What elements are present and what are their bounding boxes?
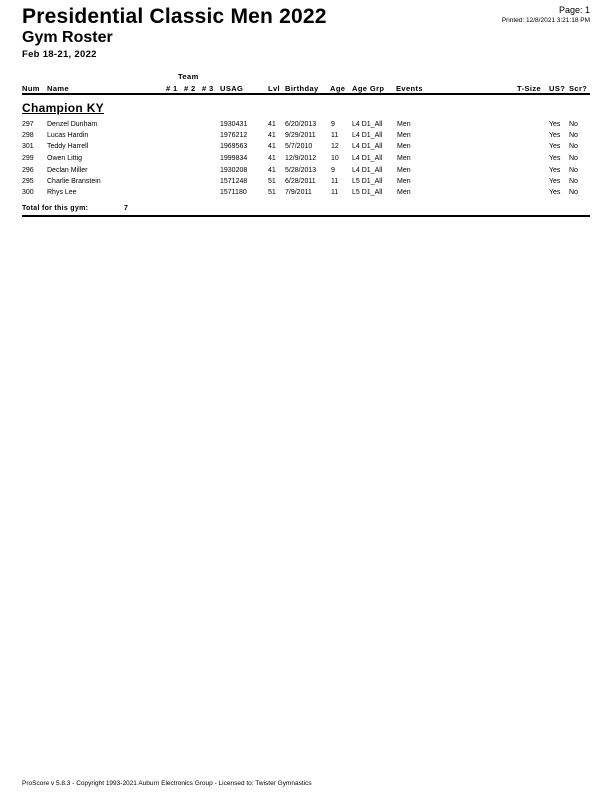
athlete-us: Yes bbox=[549, 132, 561, 139]
athlete-level: 51 bbox=[268, 189, 276, 196]
athlete-birthday: 12/9/2012 bbox=[285, 155, 317, 162]
athlete-events: Men bbox=[397, 155, 411, 162]
athlete-usag: 1930208 bbox=[220, 167, 248, 174]
athlete-usag: 1930431 bbox=[220, 121, 248, 128]
athlete-us: Yes bbox=[549, 167, 561, 174]
athlete-num: 296 bbox=[22, 167, 34, 174]
athlete-name: Lucas Hardin bbox=[47, 132, 89, 139]
athlete-name: Charlie Branstein bbox=[47, 178, 101, 185]
athlete-level: 41 bbox=[268, 121, 276, 128]
num-header: Num bbox=[22, 84, 40, 93]
athlete-birthday: 5/28/2013 bbox=[285, 167, 317, 174]
athlete-usag: 1999834 bbox=[220, 155, 248, 162]
team3-header: # 3 bbox=[202, 84, 214, 93]
athlete-scr: No bbox=[569, 189, 578, 196]
total-rule bbox=[22, 215, 590, 217]
report-title: Gym Roster bbox=[22, 29, 113, 46]
athlete-usag: 1976212 bbox=[220, 132, 248, 139]
birthday-header: Birthday bbox=[285, 84, 319, 93]
athlete-num: 301 bbox=[22, 143, 34, 150]
name-header: Name bbox=[47, 84, 70, 93]
athlete-scr: No bbox=[569, 178, 578, 185]
table-row bbox=[0, 132, 612, 143]
athlete-events: Men bbox=[397, 121, 411, 128]
athlete-us: Yes bbox=[549, 155, 561, 162]
athlete-name: Denzel Dunham bbox=[47, 121, 98, 128]
athlete-birthday: 9/29/2011 bbox=[285, 132, 316, 139]
athlete-usag: 1571180 bbox=[220, 189, 247, 196]
athlete-events: Men bbox=[397, 189, 411, 196]
athlete-age-group: L4 D1_All bbox=[352, 132, 383, 139]
athlete-scr: No bbox=[569, 132, 578, 139]
page-number: Page: 1 bbox=[558, 5, 590, 15]
athlete-name: Owen Littig bbox=[47, 155, 83, 162]
tsize-header: T-Size bbox=[517, 84, 542, 93]
athlete-usag: 1969563 bbox=[220, 143, 248, 150]
athlete-num: 297 bbox=[22, 121, 34, 128]
team-group-header: Team bbox=[178, 72, 199, 81]
athlete-age: 9 bbox=[331, 121, 335, 128]
athlete-age-group: L4 D1_All bbox=[352, 155, 383, 162]
athlete-events: Men bbox=[397, 167, 411, 174]
table-row bbox=[0, 178, 612, 189]
athlete-name: Rhys Lee bbox=[47, 189, 77, 196]
lvl-header: Lvl bbox=[268, 84, 281, 93]
athlete-age-group: L5 D1_All bbox=[352, 178, 383, 185]
athlete-us: Yes bbox=[549, 178, 561, 185]
athlete-num: 300 bbox=[22, 189, 34, 196]
athlete-level: 41 bbox=[268, 167, 276, 174]
athlete-scr: No bbox=[569, 167, 578, 174]
athlete-num: 295 bbox=[22, 178, 34, 185]
team2-header: # 2 bbox=[184, 84, 196, 93]
athlete-age: 11 bbox=[331, 132, 339, 139]
athlete-num: 299 bbox=[22, 155, 34, 162]
athlete-age: 11 bbox=[331, 178, 339, 185]
athlete-us: Yes bbox=[549, 143, 561, 150]
meet-title: Presidential Classic Men 2022 bbox=[22, 5, 327, 28]
age-header: Age bbox=[330, 84, 346, 93]
footer-copyright: ProScore v 5.8.3 - Copyright 1993-2021 Auburn Electronics Group - Licensed to: Twister Gymnastics bbox=[22, 780, 312, 787]
athlete-num: 298 bbox=[22, 132, 34, 139]
athlete-level: 41 bbox=[268, 143, 276, 150]
table-row bbox=[0, 167, 612, 178]
athlete-age-group: L4 D1_All bbox=[352, 167, 383, 174]
events-header: Events bbox=[396, 84, 423, 93]
athlete-usag: 1571248 bbox=[220, 178, 248, 185]
athlete-us: Yes bbox=[549, 121, 561, 128]
athlete-scr: No bbox=[569, 121, 578, 128]
meet-dates: Feb 18-21, 2022 bbox=[22, 49, 97, 60]
table-row bbox=[0, 143, 612, 154]
athlete-age-group: L5 D1_All bbox=[352, 189, 383, 196]
athlete-events: Men bbox=[397, 178, 411, 185]
athlete-age-group: L4 D1_All bbox=[352, 121, 383, 128]
athlete-age: 11 bbox=[331, 189, 339, 196]
athlete-name: Teddy Harrell bbox=[47, 143, 89, 150]
table-row bbox=[0, 189, 612, 200]
athlete-name: Declan Miller bbox=[47, 167, 88, 174]
athlete-age: 12 bbox=[331, 143, 339, 150]
athlete-level: 41 bbox=[268, 132, 276, 139]
athlete-scr: No bbox=[569, 155, 578, 162]
us-header: US? bbox=[549, 84, 566, 93]
athlete-us: Yes bbox=[549, 189, 561, 196]
athlete-events: Men bbox=[397, 143, 411, 150]
athlete-age: 9 bbox=[331, 167, 335, 174]
gym-name: Champion KY bbox=[22, 101, 104, 115]
athlete-birthday: 7/9/2011 bbox=[285, 189, 312, 196]
athlete-birthday: 6/28/2011 bbox=[285, 178, 316, 185]
gym-total-value: 7 bbox=[124, 205, 128, 212]
table-row bbox=[0, 121, 612, 132]
scr-header: Scr? bbox=[569, 84, 588, 93]
athlete-level: 51 bbox=[268, 178, 276, 185]
athlete-age-group: L4 D1_All bbox=[352, 143, 383, 150]
athlete-birthday: 5/7/2010 bbox=[285, 143, 313, 150]
printed-timestamp: Printed: 12/8/2021 3:21:18 PM bbox=[501, 17, 590, 24]
usag-header: USAG bbox=[220, 84, 244, 93]
team1-header: # 1 bbox=[166, 84, 178, 93]
athlete-birthday: 6/20/2013 bbox=[285, 121, 317, 128]
athlete-level: 41 bbox=[268, 155, 276, 162]
table-row bbox=[0, 155, 612, 166]
athlete-events: Men bbox=[397, 132, 411, 139]
athlete-age: 10 bbox=[331, 155, 339, 162]
athlete-scr: No bbox=[569, 143, 578, 150]
gym-total-label: Total for this gym: bbox=[22, 205, 89, 212]
header-rule bbox=[22, 93, 590, 95]
age-group-header: Age Grp bbox=[352, 84, 385, 93]
